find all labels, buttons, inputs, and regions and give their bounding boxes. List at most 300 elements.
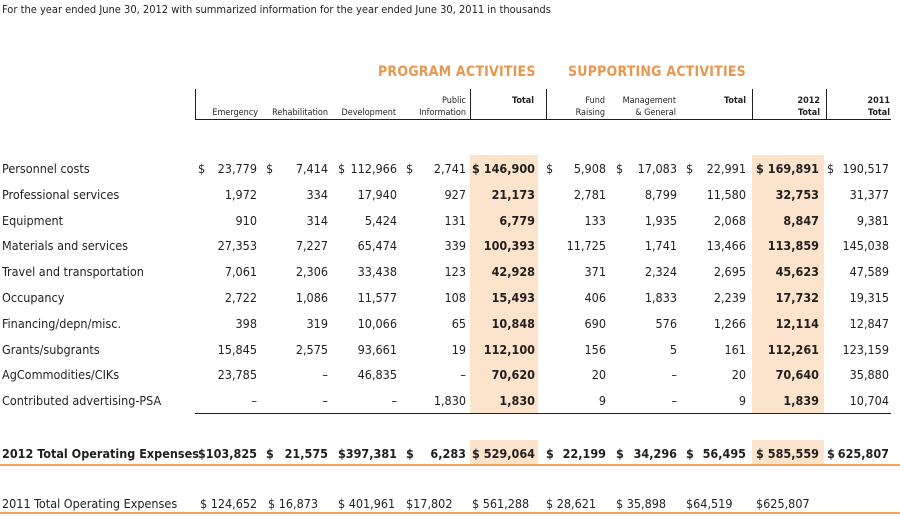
cell-value: 123,159 — [842, 342, 889, 357]
cell-value: 2,741 — [433, 161, 466, 176]
cell-value: 2,324 — [644, 264, 677, 279]
cell-value: 17,083 — [637, 161, 677, 176]
cell-value: 46,835 — [357, 367, 397, 382]
table-row-2011-total — [0, 493, 900, 513]
table-cell — [616, 264, 677, 280]
cell-value: $17,802 — [406, 496, 453, 511]
caption: For the year ended June 30, 2012 with summarized information for the year ended June 30, 2011 in thousands — [2, 3, 551, 16]
cell-value: 1,086 — [295, 290, 328, 305]
col-header-2011-line2: Total — [868, 108, 890, 118]
cell-value: 5 — [669, 342, 677, 357]
table-cell — [686, 393, 746, 409]
program-activities-heading: PROGRAM ACTIVITIES — [378, 64, 536, 80]
currency-symbol: $ — [198, 161, 206, 176]
table-cell — [198, 446, 257, 462]
table-cell — [266, 393, 328, 409]
currency-symbol: $ — [338, 161, 346, 176]
currency-symbol: $ — [616, 161, 624, 176]
table-cell — [406, 238, 466, 254]
cell-value: 42,928 — [491, 264, 535, 279]
cell-value: 690 — [584, 316, 606, 331]
cell-value: 156 — [584, 342, 606, 357]
table-cell — [406, 446, 466, 462]
cell-value: 2,722 — [224, 290, 257, 305]
table-cell — [827, 393, 889, 409]
row-label: Personnel costs — [2, 161, 90, 176]
table-cell — [338, 264, 397, 280]
header-divider — [826, 89, 827, 119]
cell-value: 20 — [591, 367, 606, 382]
currency-symbol: $ — [472, 161, 480, 176]
table-cell — [406, 264, 466, 280]
cell-value: 65,474 — [357, 238, 397, 253]
cell-value: 339 — [444, 238, 466, 253]
cell-value: 47,589 — [849, 264, 889, 279]
cell-value: 2,695 — [713, 264, 746, 279]
table-cell — [827, 264, 889, 280]
cell-value: 13,466 — [706, 238, 746, 253]
currency-symbol: $ — [406, 161, 414, 176]
currency-symbol: $ — [472, 446, 480, 461]
table-cell — [406, 290, 466, 306]
cell-value: 7,227 — [295, 238, 328, 253]
col-header-2012-line2: Total — [798, 108, 820, 118]
table-cell — [406, 393, 466, 409]
cell-value: 529,064 — [483, 446, 535, 461]
table-cell — [546, 393, 606, 409]
currency-symbol: $ — [686, 446, 694, 461]
table-cell — [338, 161, 397, 177]
col-header-development — [334, 107, 396, 119]
row-label: Equipment — [2, 213, 64, 228]
currency-symbol: $ — [266, 161, 274, 176]
table-cell — [266, 161, 328, 177]
table-row — [0, 339, 900, 359]
currency-symbol: $ — [827, 446, 835, 461]
cell-value: 5,908 — [573, 161, 606, 176]
cell-value: 70,640 — [775, 367, 819, 382]
cell-value: 2,239 — [713, 290, 746, 305]
cell-value: 108 — [444, 290, 466, 305]
cell-value: 20 — [731, 367, 746, 382]
table-cell — [686, 238, 746, 254]
currency-symbol: $ — [406, 446, 414, 461]
cell-value: 11,725 — [566, 238, 606, 253]
table-row — [0, 443, 900, 463]
table-cell — [546, 446, 606, 462]
cell-value: 19 — [451, 342, 466, 357]
col-header-public-line1: Public — [442, 96, 466, 106]
table-cell — [616, 290, 677, 306]
table-cell — [198, 393, 257, 409]
table-cell — [546, 367, 606, 383]
table-row — [0, 261, 900, 281]
cell-value: $64,519 — [686, 496, 733, 511]
table-row — [0, 364, 900, 384]
cell-value: – — [671, 393, 677, 408]
col-header-fund-line1: Fund — [585, 96, 605, 106]
col-header-emergency — [200, 107, 258, 119]
col-header-rehabilitation-text: Rehabilitation — [272, 108, 328, 118]
col-header-public-line2: Information — [419, 108, 466, 118]
currency-symbol: $ — [338, 446, 346, 461]
cell-value: 2,068 — [713, 213, 746, 228]
cell-value: 27,353 — [217, 238, 257, 253]
cell-value: 9 — [738, 393, 746, 408]
col-header-supporting-total — [690, 95, 746, 107]
cell-value: 12,114 — [775, 316, 819, 331]
cell-value: 145,038 — [842, 238, 889, 253]
table-cell — [472, 342, 535, 358]
table-cell — [616, 316, 677, 332]
table-cell — [338, 367, 397, 383]
table-cell — [338, 213, 397, 229]
cell-value: 1,830 — [433, 393, 466, 408]
table-cell — [546, 290, 606, 306]
table-cell — [756, 161, 819, 177]
table-cell — [756, 367, 819, 383]
cell-value: 1,839 — [783, 393, 819, 408]
table-cell — [472, 238, 535, 254]
cell-value: – — [460, 367, 466, 382]
cell-value: 9,381 — [856, 213, 889, 228]
cell-value: 93,661 — [357, 342, 397, 357]
cell-value: – — [251, 393, 257, 408]
col-header-management-general — [612, 95, 676, 119]
cell-value: 35,880 — [849, 367, 889, 382]
header-divider — [195, 89, 196, 119]
cell-value: 32,753 — [775, 187, 819, 202]
table-cell — [827, 238, 889, 254]
table-cell — [827, 161, 889, 177]
header-divider — [470, 89, 471, 119]
cell-value: 123 — [444, 264, 466, 279]
row-label: 2012 Total Operating Expenses — [2, 446, 199, 461]
currency-symbol: $ — [756, 446, 764, 461]
col-header-supporting-total-text: Total — [724, 96, 746, 106]
table-cell — [266, 342, 328, 358]
table-cell — [546, 316, 606, 332]
row-label: Financing/depn/misc. — [2, 316, 122, 331]
table-cell — [616, 367, 677, 383]
table-cell — [338, 238, 397, 254]
table-cell — [616, 393, 677, 409]
col-header-2012-line1: 2012 — [797, 96, 820, 106]
cell-value: $ 35,898 — [616, 496, 667, 511]
table-cell — [546, 187, 606, 203]
cell-value: 65 — [451, 316, 466, 331]
table-cell — [406, 161, 466, 177]
cell-value: 161 — [724, 342, 746, 357]
table-cell — [756, 393, 819, 409]
row-label: Occupancy — [2, 290, 65, 305]
table-cell — [616, 161, 677, 177]
cell-value: 314 — [306, 213, 328, 228]
table-cell — [472, 446, 535, 462]
table-cell — [406, 187, 466, 203]
cell-value: 1,833 — [644, 290, 677, 305]
currency-symbol: $ — [616, 446, 624, 461]
cell-value: $ 16,873 — [268, 496, 319, 511]
table-cell — [756, 238, 819, 254]
supporting-activities-heading: SUPPORTING ACTIVITIES — [568, 64, 746, 80]
table-cell — [546, 264, 606, 280]
table-cell — [338, 342, 397, 358]
cell-value: 397,381 — [345, 446, 397, 461]
col-header-mgmt-line1: Management — [622, 96, 676, 106]
cell-value: 2,306 — [295, 264, 328, 279]
cell-value: 1,972 — [224, 187, 257, 202]
header-rule — [195, 119, 891, 120]
cell-value: 19,315 — [849, 290, 889, 305]
table-cell — [266, 213, 328, 229]
cell-value: 2,781 — [573, 187, 606, 202]
table-cell — [266, 367, 328, 383]
col-header-public-information — [400, 95, 466, 119]
total-2012-rule — [0, 464, 900, 466]
cell-value: $625,807 — [756, 496, 810, 511]
table-cell — [472, 290, 535, 306]
cell-value: $ 28,621 — [546, 496, 597, 511]
row-label: 2011 Total Operating Expenses — [2, 496, 178, 511]
cell-value: 56,495 — [702, 446, 746, 461]
table-cell — [198, 187, 257, 203]
cell-value: 927 — [444, 187, 466, 202]
table-cell — [756, 290, 819, 306]
cell-value: 1,741 — [644, 238, 677, 253]
table-cell — [338, 290, 397, 306]
currency-symbol: $ — [198, 446, 206, 461]
cell-value: 169,891 — [767, 161, 819, 176]
table-cell — [756, 264, 819, 280]
table-cell — [406, 367, 466, 383]
cell-value: 133 — [584, 213, 606, 228]
table-cell — [406, 213, 466, 229]
cell-value: 576 — [655, 316, 677, 331]
row-label: Materials and services — [2, 238, 128, 253]
cell-value: 8,847 — [783, 213, 819, 228]
table-cell — [756, 446, 819, 462]
table-cell — [756, 316, 819, 332]
table-cell — [198, 367, 257, 383]
cell-value: 17,732 — [775, 290, 819, 305]
cell-value: 21,173 — [491, 187, 535, 202]
cell-value: 10,066 — [357, 316, 397, 331]
currency-symbol: $ — [546, 446, 554, 461]
currency-symbol: $ — [756, 161, 764, 176]
table-cell — [546, 213, 606, 229]
col-header-mgmt-line2: & General — [635, 108, 676, 118]
table-cell — [338, 446, 397, 462]
cell-value: $ 124,652 — [200, 496, 258, 511]
currency-symbol: $ — [686, 161, 694, 176]
cell-value: 1,830 — [499, 393, 535, 408]
cell-value: 21,575 — [284, 446, 328, 461]
table-cell — [827, 290, 889, 306]
cell-value: 33,438 — [357, 264, 397, 279]
cell-value: 190,517 — [842, 161, 889, 176]
table-row — [0, 235, 900, 255]
cell-value: 8,799 — [644, 187, 677, 202]
cell-value: 2,575 — [295, 342, 328, 357]
cell-value: 113,859 — [767, 238, 819, 253]
row-label: Travel and transportation — [2, 264, 144, 279]
table-cell — [198, 264, 257, 280]
cell-value: 22,991 — [706, 161, 746, 176]
cell-value: 112,100 — [483, 342, 535, 357]
cell-value: 7,414 — [295, 161, 328, 176]
table-cell — [827, 342, 889, 358]
cell-value: 10,848 — [491, 316, 535, 331]
table-cell — [686, 161, 746, 177]
cell-value: 7,061 — [224, 264, 257, 279]
table-cell — [472, 316, 535, 332]
cell-value: 6,779 — [499, 213, 535, 228]
cell-value: 112,966 — [350, 161, 397, 176]
cell-value: 5,424 — [364, 213, 397, 228]
table-cell — [472, 213, 535, 229]
cell-value: 398 — [235, 316, 257, 331]
cell-value: $ 401,961 — [338, 496, 396, 511]
cell-value: – — [322, 393, 328, 408]
cell-value: 22,199 — [562, 446, 606, 461]
cell-value: 11,580 — [706, 187, 746, 202]
cell-value: 10,704 — [849, 393, 889, 408]
cell-value: 131 — [444, 213, 466, 228]
cell-value: 12,847 — [849, 316, 889, 331]
cell-value: 23,779 — [217, 161, 257, 176]
table-cell — [686, 342, 746, 358]
table-cell — [616, 238, 677, 254]
cell-value: 17,940 — [357, 187, 397, 202]
table-cell — [266, 316, 328, 332]
col-header-program-total-text: Total — [512, 96, 534, 106]
table-row — [0, 390, 900, 410]
table-cell — [338, 187, 397, 203]
subtotal-rule — [195, 413, 891, 414]
table-cell — [266, 264, 328, 280]
table-cell — [546, 238, 606, 254]
col-header-2011-total — [830, 95, 890, 119]
cell-value: 406 — [584, 290, 606, 305]
table-cell — [546, 342, 606, 358]
cell-value: 9 — [598, 393, 606, 408]
col-header-fund-line2: Raising — [575, 108, 605, 118]
total-2011-rule — [0, 512, 900, 514]
cell-value: $ 561,288 — [472, 496, 530, 511]
col-header-development-text: Development — [341, 108, 396, 118]
col-header-rehabilitation — [260, 107, 328, 119]
table-cell — [338, 393, 397, 409]
table-cell — [198, 238, 257, 254]
cell-value: 70,620 — [491, 367, 535, 382]
table-cell — [827, 367, 889, 383]
table-cell — [756, 342, 819, 358]
table-cell — [472, 367, 535, 383]
table-row — [0, 184, 900, 204]
table-cell — [756, 187, 819, 203]
table-cell — [266, 238, 328, 254]
table-cell — [686, 316, 746, 332]
table-cell — [686, 367, 746, 383]
cell-value: 1,266 — [713, 316, 746, 331]
table-cell — [266, 290, 328, 306]
cell-value: 11,577 — [357, 290, 397, 305]
cell-value: – — [322, 367, 328, 382]
header-divider — [752, 89, 753, 119]
currency-symbol: $ — [546, 161, 554, 176]
cell-value: 146,900 — [483, 161, 535, 176]
cell-value: 15,493 — [491, 290, 535, 305]
table-cell — [686, 290, 746, 306]
cell-value: 15,845 — [217, 342, 257, 357]
col-header-program-total — [470, 95, 534, 107]
cell-value: – — [391, 393, 397, 408]
cell-value: 6,283 — [430, 446, 466, 461]
table-cell — [472, 393, 535, 409]
row-label: AgCommodities/CIKs — [2, 367, 120, 382]
cell-value: 100,393 — [483, 238, 535, 253]
table-cell — [686, 213, 746, 229]
cell-value: 103,825 — [205, 446, 257, 461]
table-row — [0, 313, 900, 333]
table-cell — [472, 187, 535, 203]
table-cell — [472, 161, 535, 177]
table-cell — [406, 342, 466, 358]
cell-value: 625,807 — [837, 446, 889, 461]
table-cell — [198, 316, 257, 332]
cell-value: 23,785 — [217, 367, 257, 382]
table-cell — [616, 342, 677, 358]
table-cell — [827, 213, 889, 229]
table-cell — [198, 290, 257, 306]
col-header-2011-line1: 2011 — [867, 96, 890, 106]
table-cell — [546, 161, 606, 177]
cell-value: – — [671, 367, 677, 382]
cell-value: 334 — [306, 187, 328, 202]
cell-value: 910 — [235, 213, 257, 228]
table-cell — [266, 187, 328, 203]
row-label: Professional services — [2, 187, 120, 202]
table-cell — [616, 446, 677, 462]
col-header-fund-raising — [555, 95, 605, 119]
col-header-2012-total — [760, 95, 820, 119]
table-cell — [686, 446, 746, 462]
cell-value: 112,261 — [767, 342, 819, 357]
cell-value: 34,296 — [633, 446, 677, 461]
table-cell — [198, 342, 257, 358]
table-cell — [406, 316, 466, 332]
row-label: Grants/subgrants — [2, 342, 100, 357]
cell-value: 585,559 — [767, 446, 819, 461]
table-cell — [616, 213, 677, 229]
table-cell — [827, 187, 889, 203]
header-divider — [546, 89, 547, 119]
table-cell — [686, 264, 746, 280]
table-cell — [686, 187, 746, 203]
cell-value: 1,935 — [644, 213, 677, 228]
col-header-emergency-text: Emergency — [212, 108, 258, 118]
table-cell — [756, 213, 819, 229]
table-row — [0, 287, 900, 307]
cell-value: 45,623 — [775, 264, 819, 279]
currency-symbol: $ — [266, 446, 274, 461]
table-cell — [827, 446, 889, 462]
table-cell — [616, 187, 677, 203]
table-cell — [198, 161, 257, 177]
row-label: Contributed advertising-PSA — [2, 393, 162, 408]
table-cell — [338, 316, 397, 332]
